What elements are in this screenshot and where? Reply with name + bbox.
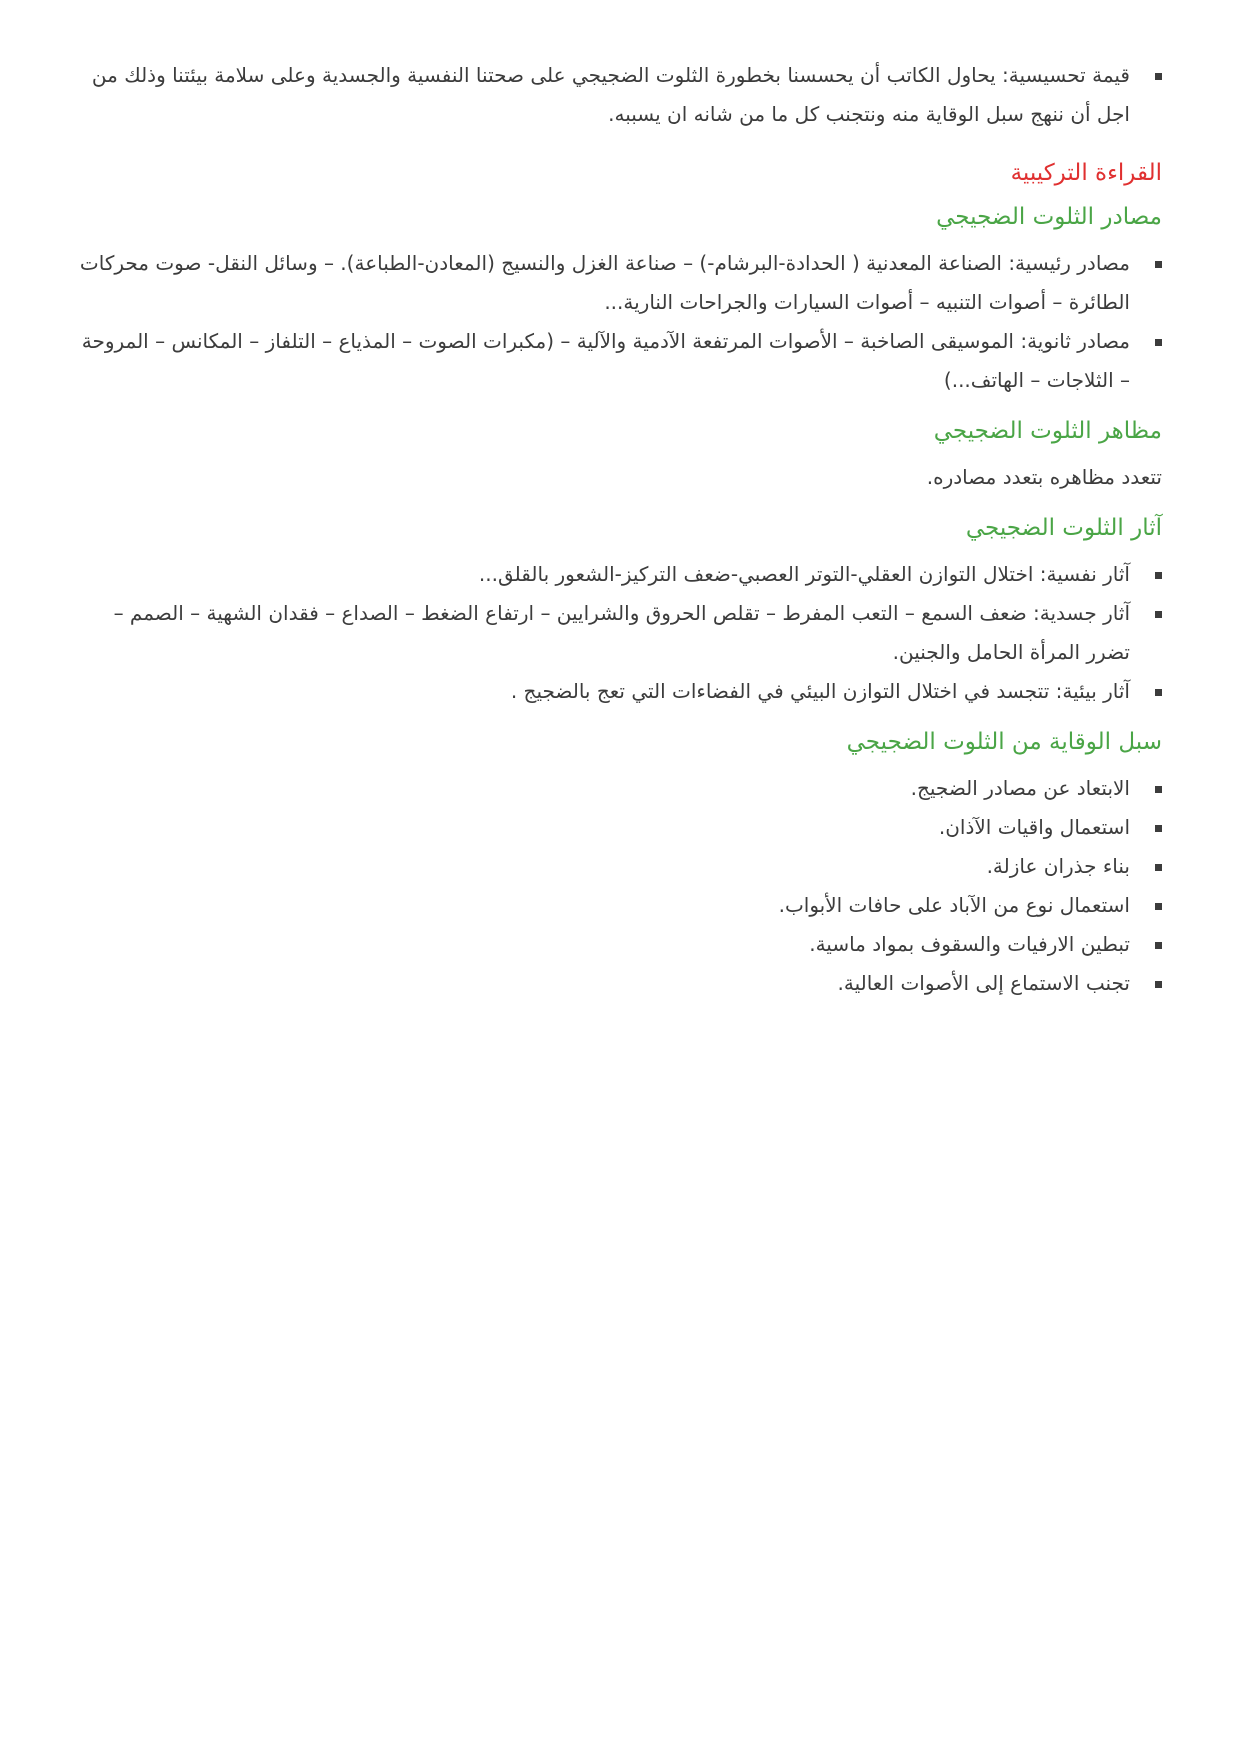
heading-effects: آثار الثلوت الضجيجي <box>965 515 1162 541</box>
list-item <box>72 56 1130 134</box>
list-item <box>72 964 1130 1003</box>
square-bullet-icon <box>1155 825 1162 832</box>
list-item <box>72 594 1130 672</box>
heading-manifestations: مظاهر الثلوت الضجيجي <box>933 418 1162 444</box>
list-item-text: الابتعاد عن مصادر الضجيج. <box>910 776 1130 800</box>
sources-list <box>72 244 1162 400</box>
heading-sources: مصادر الثلوت الضجيجي <box>936 204 1162 230</box>
list-item-text: آثار بيئية: تتجسد في اختلال التوازن البيئي في الفضاءات التي تعج بالضجيج . <box>510 679 1130 703</box>
list-item-text: آثار نفسية: اختلال التوازن العقلي-التوتر العصبي-ضعف التركيز-الشعور بالقلق... <box>478 562 1130 586</box>
list-item <box>72 322 1130 400</box>
list-item <box>72 555 1130 594</box>
square-bullet-icon <box>1155 73 1162 80</box>
list-item-text: تجنب الاستماع إلى الأصوات العالية. <box>837 971 1130 995</box>
list-item <box>72 769 1130 808</box>
square-bullet-icon <box>1155 339 1162 346</box>
list-item-text: استعمال نوع من الآباد على حافات الأبواب. <box>778 893 1130 917</box>
square-bullet-icon <box>1155 864 1162 871</box>
list-item <box>72 244 1130 322</box>
list-item-text: استعمال واقيات الآذان. <box>938 815 1130 839</box>
list-item-text: آثار جسدية: ضعف السمع – التعب المفرط – تقلص الحروق والشرايين – ارتفاع الضغط – الصداع – فقدان الشهية – الصمم – تضرر المرأة الحامل والجنين. <box>113 601 1130 664</box>
list-item <box>72 808 1130 847</box>
prevention-list <box>72 769 1162 1003</box>
square-bullet-icon <box>1155 903 1162 910</box>
list-item-text: مصادر رئيسية: الصناعة المعدنية ( الحدادة-البرشام-) – صناعة الغزل والنسيج (المعادن-الطباعة). – وسائل النقل- صوت محركات الطائرة – أصوات التنبيه – أصوات السيارات والجراحات النارية... <box>79 251 1130 314</box>
square-bullet-icon <box>1155 261 1162 268</box>
list-item <box>72 925 1130 964</box>
square-bullet-icon <box>1155 942 1162 949</box>
section-title-synthesis: القراءة التركيبية <box>1010 160 1162 186</box>
manifestations-text: تتعدد مظاهره بتعدد مصادره. <box>926 465 1162 489</box>
list-item <box>72 847 1130 886</box>
effects-list <box>72 555 1162 711</box>
list-item <box>72 886 1130 925</box>
list-item-text: مصادر ثانوية: الموسيقى الصاخبة – الأصوات المرتفعة الآدمية والآلية – (مكبرات الصوت – المذياع – التلفاز – المكانس – المروحة – الثلاجات – الهاتف...) <box>81 329 1130 392</box>
list-item-text: تبطين الارفيات والسقوف بمواد ماسية. <box>809 932 1130 956</box>
square-bullet-icon <box>1155 981 1162 988</box>
intro-list <box>72 56 1162 134</box>
square-bullet-icon <box>1155 611 1162 618</box>
heading-prevention: سبل الوقاية من الثلوت الضجيجي <box>846 729 1162 755</box>
square-bullet-icon <box>1155 572 1162 579</box>
square-bullet-icon <box>1155 689 1162 696</box>
square-bullet-icon <box>1155 786 1162 793</box>
list-item-text: بناء جذران عازلة. <box>986 854 1130 878</box>
list-item-text: قيمة تحسيسية: يحاول الكاتب أن يحسسنا بخطورة الثلوت الضجيجي على صحتنا النفسية والجسدية وعلى سلامة بيئتنا وذلك من اجل أن ننهج سبل الوقاية منه ونتجنب كل ما من شانه ان يسببه. <box>91 63 1130 126</box>
list-item <box>72 672 1130 711</box>
